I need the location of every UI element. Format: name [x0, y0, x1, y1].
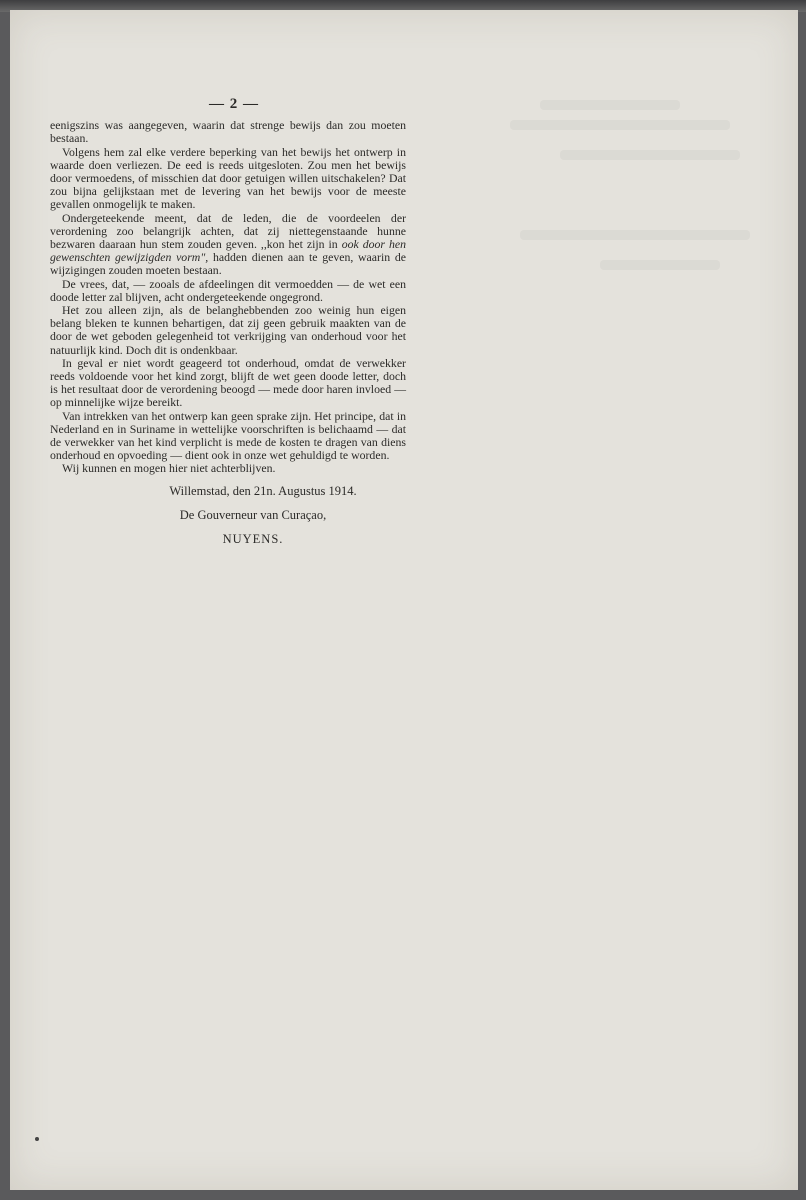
paragraph-3-text: Ondergeteekende meent, dat de leden, die de voordeelen der verordening zoo belangrijk achten, dat zij niettegenstaande hunne bezwaren daaraan hun stem zouden geven. ,,kon het zijn in: [50, 210, 406, 252]
paragraph-3-italic: ook door hen gewenschten gewijzigden vorm",: [50, 237, 406, 265]
paragraph-5: Het zou alleen zijn, als de belanghebbenden zoo weinig hun eigen belang bleken te kunnen behartigen, dat zij geen gebruik maakten van de door de wet geboden gelegenheid tot verkrijging van onderhoud voor het natuurlijk kind. Doch dit is ondenkbaar.: [50, 303, 406, 357]
paragraph-3-tail: hadden dienen aan te geven, waarin de wijzigingen zouden moeten bestaan.: [50, 250, 406, 278]
document-body: [50, 98, 406, 546]
paragraph-4: De vrees, dat, — zooals de afdeelingen dit vermoedden — de wet een doode letter zal blijven, acht ondergeteekende ongegrond.: [50, 276, 406, 304]
paragraph-6: In geval er niet wordt geageerd tot onderhoud, omdat de verwekker reeds voldoende voor het kind zorgt, blijft de wet geen doode letter, doch is het resultaat door de verordening beoogd — mede door haren invloed — op minnelijke wijze bereikt.: [50, 355, 406, 410]
closing-block: [50, 485, 406, 547]
paragraph-1: eenigszins was aangegeven, waarin dat strenge bewijs dan zou moeten bestaan.: [50, 118, 406, 146]
paper-speck: [35, 1137, 39, 1141]
page-number: — 2 —: [209, 96, 259, 112]
show-through-text: [480, 90, 780, 350]
place-date: Willemstad, den 21n. Augustus 1914.: [169, 483, 357, 498]
paragraph-2: Volgens hem zal elke verdere beperking van het bewijs het ontwerp in waarde doen verliezen. De eed is reeds uitgesloten. Zou men het bewijs door vermoedens, of misschien dat door getuigen willen uitschakelen? Dat zou bijna gelijkstaan met de levering van het bewijs voor de meeste gevallen onmogelijk te maken.: [50, 144, 406, 212]
paragraph-8: Wij kunnen en mogen hier niet achterblijven.: [62, 461, 276, 476]
signature-name: NUYENS.: [222, 532, 284, 547]
paragraph-3: [50, 212, 406, 278]
paragraph-7: Van intrekken van het ontwerp kan geen sprake zijn. Het principe, dat in Nederland en in Suriname in wettelijke voorschriften is belichaamd — dat de verwekker van het kind verplicht is mede de kosten te dragen van diens onderhoud en opvoeding — dient ook in onze wet gehuldigd te worden.: [50, 408, 406, 463]
governor-title: De Gouverneur van Curaçao,: [179, 507, 327, 522]
